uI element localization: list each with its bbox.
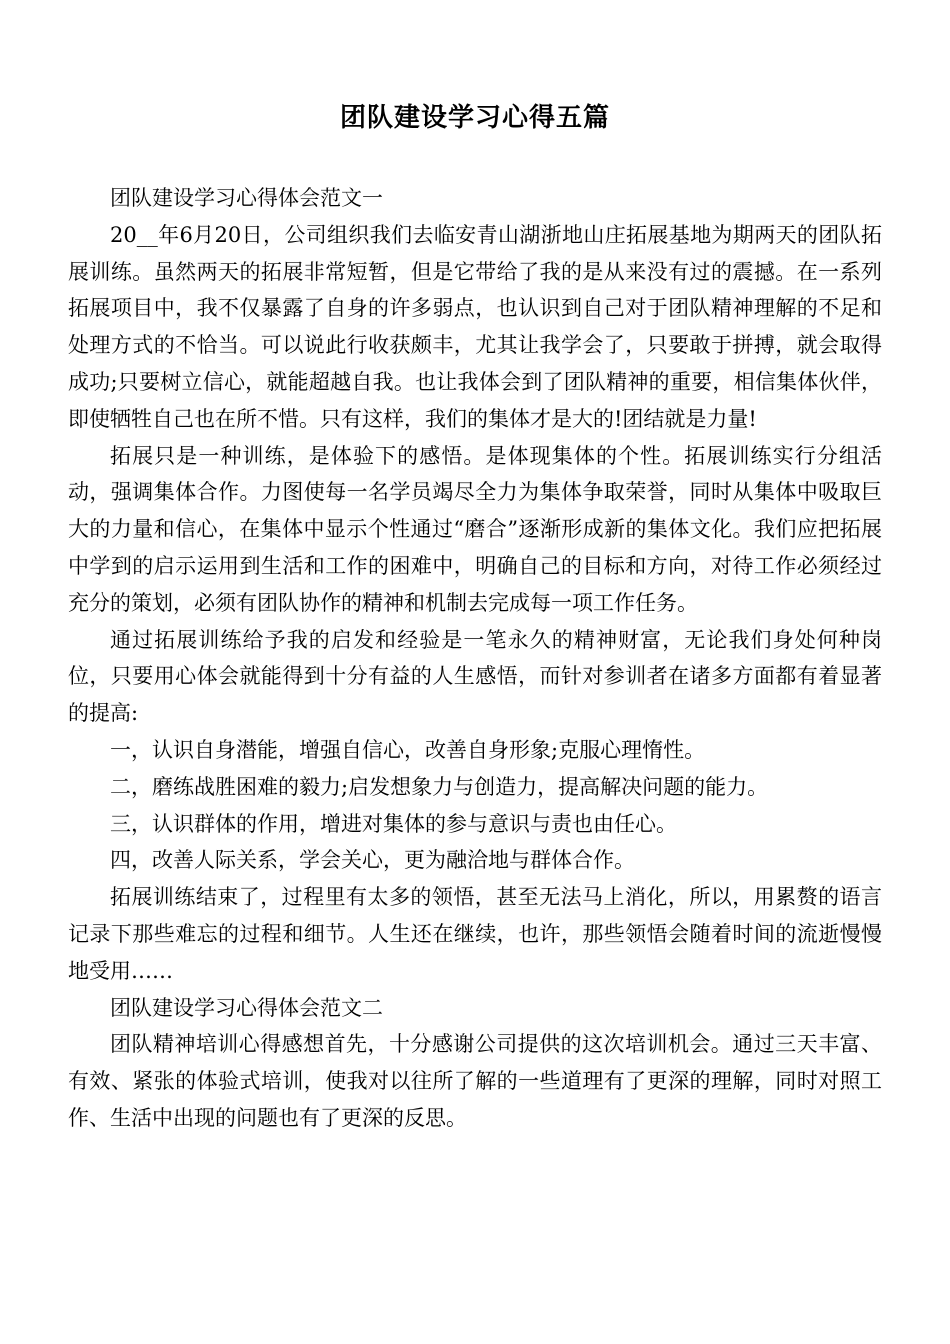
document-body: [68, 180, 882, 1137]
paragraph: 拓展只是一种训练，是体验下的感悟。是体现集体的个性。拓展训练实行分组活动，强调集体合作。力图使每一名学员竭尽全力为集体争取荣誉，同时从集体中吸取巨大的力量和信心，在集体中显示个性通过“磨合”逐渐形成新的集体文化。我们应把拓展中学到的启示运用到生活和工作的困难中，明确自己的目标和方向，对待工作必须经过充分的策划，必须有团队协作的精神和机制去完成每一项工作任务。: [68, 443, 882, 615]
paragraph: 团队精神培训心得感想首先，十分感谢公司提供的这次培训机会。通过三天丰富、有效、紧张的体验式培训，使我对以往所了解的一些道理有了更深的理解，同时对照工作、生活中出现的问题也有了更深的反思。: [68, 1032, 882, 1130]
paragraph: 拓展训练结束了，过程里有太多的领悟，甚至无法马上消化，所以，用累赘的语言记录下那些难忘的过程和细节。人生还在继续，也许，那些领悟会随着时间的流逝慢慢地受用……: [68, 885, 882, 983]
paragraph: 20__年6月20日，公司组织我们去临安青山湖浙地山庄拓展基地为期两天的团队拓展训练。虽然两天的拓展非常短暂，但是它带给了我的是从来没有过的震撼。在一系列拓展项目中，我不仅暴露了自身的许多弱点，也认识到自己对于团队精神理解的不足和处理方式的不恰当。可以说此行收获颇丰，尤其让我学会了，只要敢于拼搏，就会取得成功;只要树立信心，就能超越自我。也让我体会到了团队精神的重要，相信集体伙伴，即使牺牲自己也在所不惜。只有这样，我们的集体才是大的!团结就是力量!: [68, 222, 882, 431]
list-item: 二，磨练战胜困难的毅力;启发想象力与创造力，提高解决问题的能力。: [110, 774, 769, 799]
document-title: 团队建设学习心得五篇: [339, 103, 610, 133]
list-item: 四，改善人际关系，学会关心，更为融洽地与群体合作。: [110, 848, 635, 873]
section-heading: 团队建设学习心得体会范文二: [110, 995, 383, 1020]
section-heading: 团队建设学习心得体会范文一: [110, 186, 383, 210]
paragraph: 通过拓展训练给予我的启发和经验是一笔永久的精神财富，无论我们身处何种岗位，只要用心体会就能得到十分有益的人生感悟，而针对参训者在诸多方面都有着显著的提高:: [68, 627, 882, 726]
list-item: 一，认识自身潜能，增强自信心，改善自身形象;克服心理惰性。: [110, 737, 706, 762]
list-item: 三，认识群体的作用，增进对集体的参与意识与责也由任心。: [110, 811, 677, 836]
